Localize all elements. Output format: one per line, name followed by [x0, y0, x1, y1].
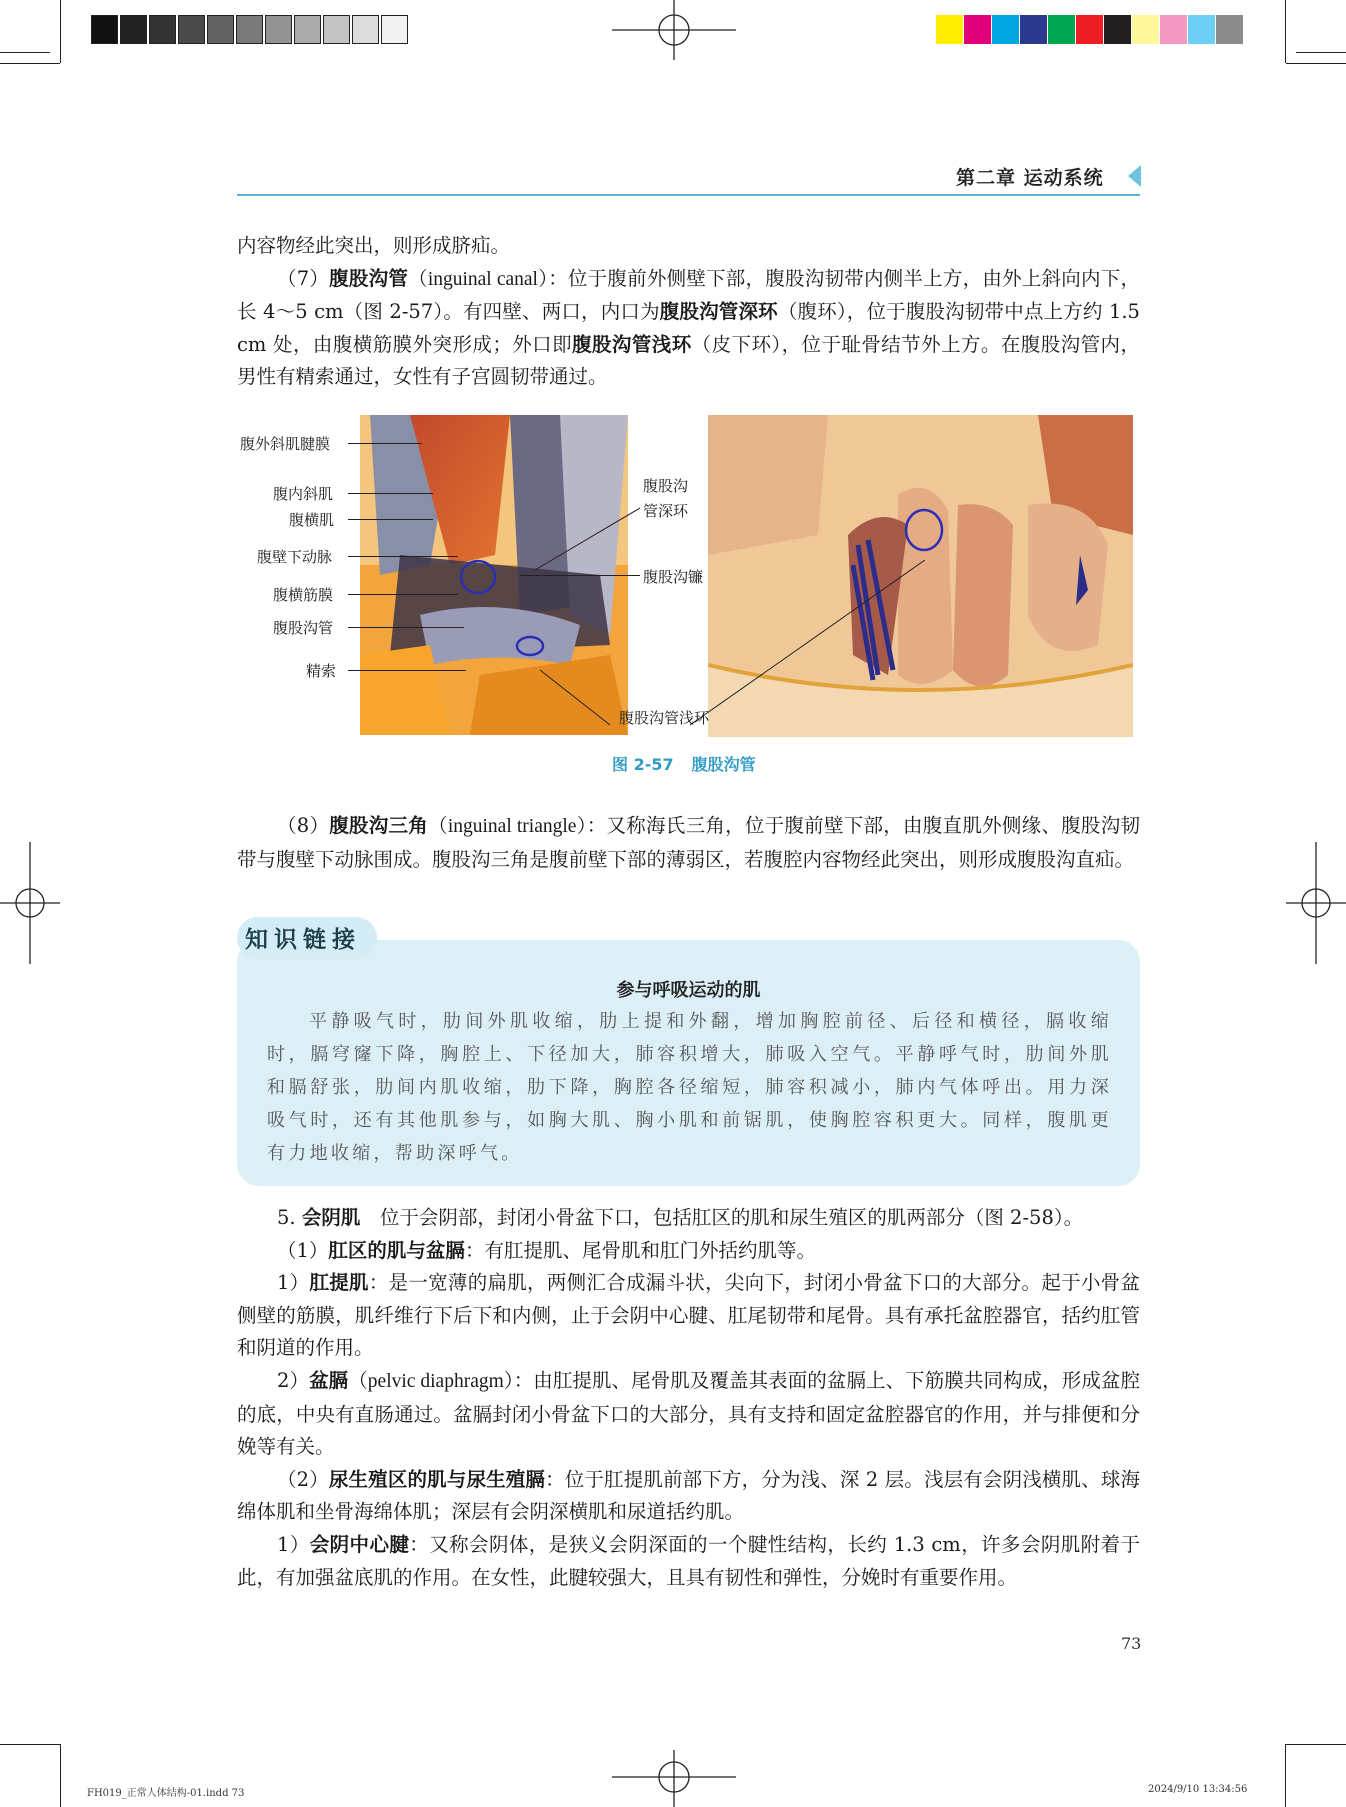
paragraph-urogenital [237, 1464, 1140, 1529]
color-swatch [1104, 15, 1131, 44]
color-swatch [992, 15, 1019, 44]
latin-term: （pelvic diaphragm） [348, 1370, 514, 1392]
color-swatch [964, 15, 991, 44]
figure-label: 腹股沟镰 [643, 568, 704, 586]
figure-label-deep-ring: 腹股沟 [643, 477, 689, 495]
gray-swatch [265, 15, 292, 44]
figure-label: 腹外斜肌腱膜 [240, 435, 331, 453]
item-number: 5. [277, 1206, 296, 1229]
item-number: 1） [277, 1532, 310, 1556]
registration-mark-left [0, 842, 60, 964]
color-swatch [1020, 15, 1047, 44]
chapter-heading: 第二章 运动系统 [956, 167, 1104, 189]
term-urogenital: 尿生殖区的肌与尿生殖膈 [328, 1467, 546, 1491]
figure-label-deep-ring: 管深环 [643, 502, 689, 520]
item-number: 1） [277, 1271, 310, 1295]
figure-caption [612, 752, 756, 775]
knowledge-title: 参与呼吸运动的肌 [616, 980, 761, 1001]
figure-label: 精索 [306, 662, 337, 680]
item-number: （2） [277, 1467, 329, 1491]
paragraph-text: ：是一宽薄的扁肌，两侧汇合成漏斗状，尖向下，封闭小骨盆下口的大部分。起于小骨盆侧壁的筋膜，肌纤维行下后下和内侧，止于会阴中心腱、肛尾韧带和尾骨。具有承托盆腔器官，括约肛管和阴道的作用。 [237, 1271, 1140, 1360]
paragraph-text: 位于会阴部，封闭小骨盆下口，包括肛区的肌和尿生殖区的肌两部分（图 2-58）。 [379, 1206, 1084, 1229]
gray-swatch [178, 15, 205, 44]
gray-swatch [323, 15, 350, 44]
page-number: 73 [1121, 1634, 1142, 1653]
color-swatch [1132, 15, 1159, 44]
figure-label: 腹股沟管浅环 [619, 709, 710, 727]
caption-title: 腹股沟管 [691, 755, 756, 774]
paragraph-text: ：有肛提肌、尾骨肌和肛门外括约肌等。 [464, 1238, 816, 1262]
paragraph-text: ：又称海氏三角，位于腹前壁下部，由腹直肌外侧缘、腹股沟韧带与腹壁下动脉围成。腹股沟三角是腹前壁下部的薄弱区，若腹腔内容物经此突出，则形成腹股沟直疝。 [237, 814, 1140, 871]
gray-swatch [120, 15, 147, 44]
knowledge-body [267, 1005, 1112, 1170]
paragraph-perineal-muscles [237, 1202, 1140, 1235]
color-swatch [1188, 15, 1215, 44]
item-number: 2） [277, 1368, 310, 1392]
term-inguinal-canal: 腹股沟管 [329, 266, 409, 290]
paragraph-pelvic-diaphragm [237, 1365, 1140, 1464]
paragraph-text: （腹环），位于腹股沟韧带中点上方约 1.5 cm 处，由腹横筋膜外突形成；外口即 [237, 300, 1140, 356]
gray-swatch [381, 15, 408, 44]
footer-filename: FH019_正常人体结构-01.indd 73 [87, 1788, 245, 1799]
paragraph-text: ：位于肛提肌前部下方，分为浅、深 2 层。浅层有会阴浅横肌、球海绵体肌和坐骨海绵体肌；深层有会阴深横肌和尿道括约肌。 [237, 1467, 1140, 1524]
figure-label: 腹横筋膜 [273, 586, 334, 604]
gray-swatch [149, 15, 176, 44]
paragraph-inguinal-canal [237, 263, 1140, 394]
figure-label: 腹壁下动脉 [257, 548, 333, 566]
color-swatch [1216, 15, 1243, 44]
paragraph-intro: 内容物经此突出，则形成脐疝。 [237, 234, 511, 257]
paragraph-text: ：位于腹前外侧壁下部，腹股沟韧带内侧半上方，由外上斜向内下，长 4～5 cm（图 2-57）。有四壁、两口，内口为 [237, 266, 1140, 324]
gray-swatch [294, 15, 321, 44]
text-block-triangle [237, 810, 1140, 876]
term-perineal-body: 会阴中心腱 [309, 1532, 410, 1556]
caption-number: 图 2-57 [612, 755, 674, 774]
paragraph-text: ：由肛提肌、尾骨肌及覆盖其表面的盆膈上、下筋膜共同构成，形成盆腔的底，中央有直肠通过。盆膈封闭小骨盆下口的大部分，具有支持和固定盆腔器官的作用，并与排便和分娩等有关。 [237, 1368, 1140, 1459]
paragraph-text: ：又称会阴体，是狭义会阴深面的一个腱性结构，长约 1.3 cm，许多会阴肌附着于此，有加强盆底肌的作用。在女性，此腱较强大，且具有韧性和弹性，分娩时有重要作用。 [237, 1532, 1140, 1589]
term-anal-region: 肛区的肌与盆膈 [328, 1238, 465, 1262]
footer-timestamp: 2024/9/10 13:34:56 [1148, 1784, 1248, 1795]
term-deep-ring: 腹股沟管深环 [659, 300, 778, 324]
item-number: （8） [277, 814, 330, 837]
paragraph-text: （皮下环），位于耻骨结节外上方。在腹股沟管内，男性有精索通过，女性有子宫圆韧带通过。 [237, 332, 1140, 389]
paragraph-levator-ani [237, 1267, 1140, 1365]
item-number: （1） [277, 1238, 329, 1262]
gray-swatch [352, 15, 379, 44]
paragraph-anal-region [237, 1235, 1140, 1268]
color-swatch [936, 15, 963, 44]
color-swatch [1076, 15, 1103, 44]
term-superficial-ring: 腹股沟管浅环 [572, 332, 692, 356]
latin-term: （inguinal triangle） [428, 816, 587, 837]
text-block-perineal [237, 1202, 1140, 1594]
gray-swatch [207, 15, 234, 44]
text-block-top [237, 230, 1140, 394]
figure-label: 腹内斜肌 [273, 485, 334, 503]
term-pelvic-diaphragm: 盆膈 [309, 1368, 349, 1392]
header-rule [237, 194, 1140, 196]
figure-label: 腹横肌 [289, 511, 335, 529]
gray-swatch [236, 15, 263, 44]
registration-mark-bottom [612, 1750, 736, 1807]
term-levator-ani: 肛提肌 [309, 1271, 369, 1295]
registration-mark-right [1286, 842, 1346, 964]
paragraph-inguinal-triangle [237, 810, 1140, 876]
color-swatch [1048, 15, 1075, 44]
color-swatch [1160, 15, 1187, 44]
item-number: （7） [277, 266, 330, 290]
figure-label: 腹股沟管 [273, 619, 334, 637]
latin-term: （inguinal canal） [408, 268, 549, 290]
registration-mark-top [612, 0, 736, 60]
chapter-arrow-icon [1128, 165, 1141, 187]
term-perineal-muscles: 会阴肌 [301, 1206, 361, 1229]
term-inguinal-triangle: 腹股沟三角 [329, 814, 429, 837]
knowledge-badge-text: 知识链接 [245, 927, 361, 953]
knowledge-paragraph: 平静吸气时，肋间外肌收缩，肋上提和外翻，增加胸腔前径、后径和横径，膈收缩时，膈穹窿下降，胸腔上、下径加大，肺容积增大，肺吸入空气。平静呼气时，肋间外肌和膈舒张，肋间内肌收缩，肋下降，胸腔各径缩短，肺容积减小，肺内气体呼出。用力深吸气时，还有其他肌参与，如胸大肌、胸小肌和前锯肌，使胸腔容积更大。同样，腹肌更有力地收缩，帮助深呼气。 [267, 1011, 1112, 1164]
gray-swatch [91, 15, 118, 44]
paragraph-perineal-body [237, 1529, 1140, 1594]
